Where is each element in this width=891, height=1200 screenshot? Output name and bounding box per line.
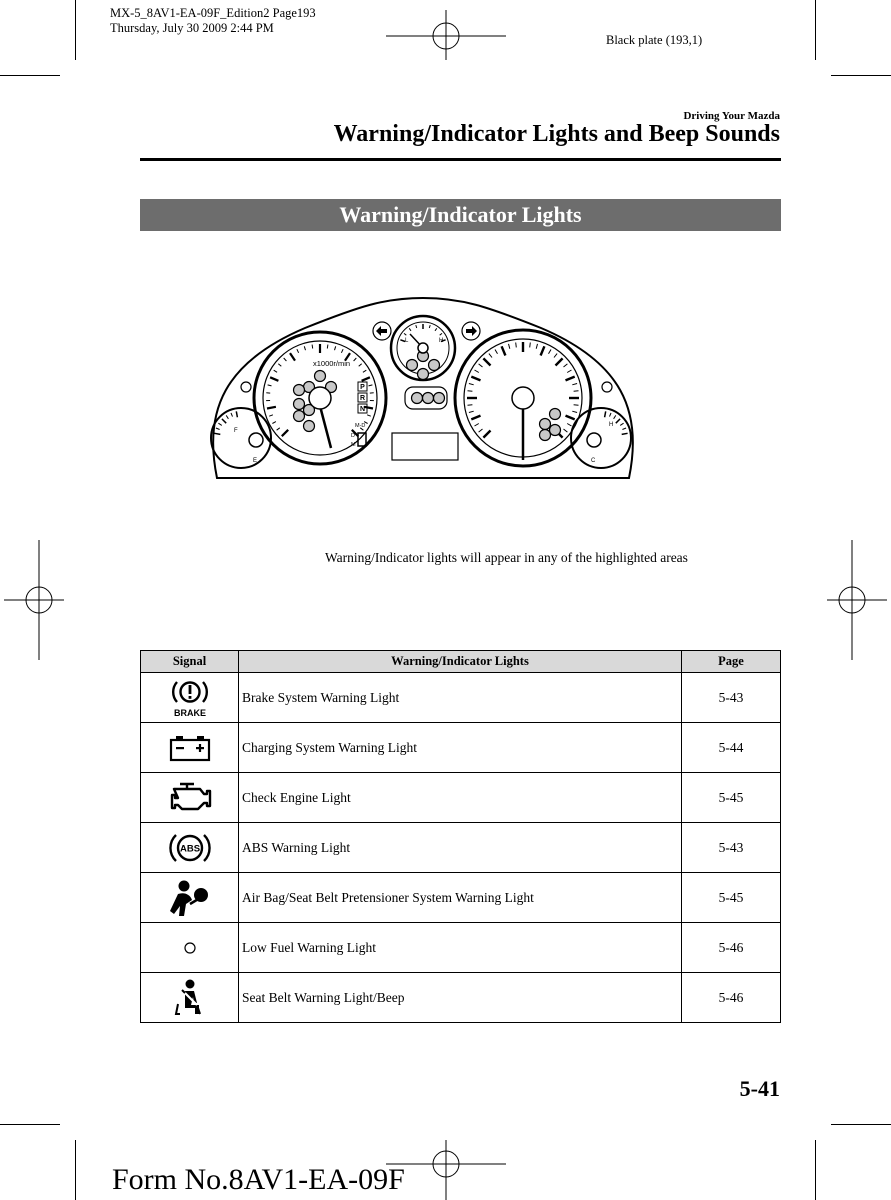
gauge-tick xyxy=(214,433,220,434)
gauge-tick xyxy=(489,354,492,358)
gauge-tick xyxy=(268,385,272,386)
light-name: Brake System Warning Light xyxy=(239,673,682,723)
table-row xyxy=(141,823,781,873)
gauge-tick xyxy=(327,345,328,349)
gauge-tick xyxy=(226,415,228,418)
gauge-tick xyxy=(572,411,577,412)
indicator-lamp xyxy=(423,393,434,404)
tach-hub xyxy=(309,387,331,409)
indicator-lamp xyxy=(550,409,561,420)
gauge-tick xyxy=(541,346,545,355)
gear-label: P xyxy=(360,384,365,392)
gauge-tick xyxy=(567,370,571,373)
fuel-hub xyxy=(249,433,263,447)
print-file-info: MX-5_8AV1-EA-09F_Edition2 Page193 xyxy=(110,6,316,20)
registration-mark-left xyxy=(4,540,64,660)
light-name: Charging System Warning Light xyxy=(239,723,682,773)
indicator-lamp xyxy=(315,371,326,382)
plate-label: Black plate (193,1) xyxy=(606,33,703,47)
gauge-tick xyxy=(616,419,620,423)
d-label: D xyxy=(351,433,355,439)
gauge-tick xyxy=(566,377,575,381)
indicator-lamp xyxy=(429,360,440,371)
gauge-tick xyxy=(479,429,483,432)
gauge-tick xyxy=(435,328,437,331)
gauge-tick xyxy=(416,325,417,328)
gauge-tick xyxy=(509,344,510,349)
signal-column-header: Signal xyxy=(141,651,239,673)
gauge-tick xyxy=(556,358,563,365)
abs-icon xyxy=(168,828,212,868)
airbag-icon xyxy=(168,878,212,918)
indicator-lamp xyxy=(294,411,305,422)
indicator-lamp xyxy=(304,421,315,432)
cluster-caption: Warning/Indicator lights will appear in any of the highlighted areas xyxy=(325,550,688,565)
indicator-lamp xyxy=(434,393,445,404)
gauge-tick xyxy=(274,370,277,372)
page-number: 5-41 xyxy=(739,1076,780,1101)
gauge-tick xyxy=(479,364,483,367)
fuel-empty-label: E xyxy=(253,458,258,464)
gauge-tick xyxy=(495,350,498,354)
page-ref: 5-46 xyxy=(682,973,781,1023)
warning-lights-table xyxy=(140,650,781,1023)
form-number: Form No.8AV1-EA-09F xyxy=(112,1163,405,1196)
left-arrow-icon xyxy=(376,326,387,336)
low-fuel-icon xyxy=(183,941,197,955)
gauge-tick xyxy=(362,377,370,381)
oil-low-label: L xyxy=(405,338,409,344)
gauge-tick xyxy=(236,411,237,417)
gauge-tick xyxy=(429,325,430,328)
gauge-tick xyxy=(269,415,273,416)
gauge-tick xyxy=(483,358,490,365)
table-row xyxy=(141,873,781,923)
gauge-tick xyxy=(564,364,568,367)
page-ref: 5-45 xyxy=(682,773,781,823)
gauge-tick xyxy=(369,385,373,386)
gauge-tick xyxy=(341,349,343,353)
indicator-lamp xyxy=(294,399,305,410)
page-ref: 5-45 xyxy=(682,873,781,923)
indicator-lamp xyxy=(418,369,429,380)
gauge-tick xyxy=(469,384,474,385)
gauge-tick xyxy=(614,415,616,418)
gauge-tick xyxy=(363,370,366,372)
engine-icon xyxy=(167,782,213,814)
brake-warning-icon xyxy=(168,677,212,719)
gauge-tick xyxy=(483,431,490,438)
instrument-cluster-diagram xyxy=(205,290,645,490)
gauge-tick xyxy=(277,428,280,430)
table-row xyxy=(141,673,781,723)
page-column-header: Page xyxy=(682,651,781,673)
registration-mark-right xyxy=(827,540,887,660)
gauge-tick xyxy=(566,416,575,420)
gauge-tick xyxy=(335,346,336,350)
gauge-tick xyxy=(440,333,442,335)
table-row xyxy=(141,723,781,773)
gauge-tick xyxy=(270,377,278,381)
page-ref: 5-46 xyxy=(682,923,781,973)
gauge-tick xyxy=(222,419,226,423)
gauge-tick xyxy=(471,377,480,381)
print-timestamp: Thursday, July 30 2009 2:44 PM xyxy=(110,21,274,35)
registration-mark-top xyxy=(386,10,506,60)
gauge-tick xyxy=(502,346,506,355)
gauge-tick xyxy=(468,391,473,392)
oil-high-label: H xyxy=(439,338,444,344)
gauge-tick xyxy=(312,345,313,349)
gauge-tick xyxy=(567,424,571,427)
indicator-lamp xyxy=(540,419,551,430)
indicator-lamp xyxy=(294,385,305,396)
table-header-row xyxy=(141,651,781,673)
gauge-tick xyxy=(290,353,295,361)
gauge-tick xyxy=(364,407,373,409)
page-ref: 5-43 xyxy=(682,673,781,723)
gauge-tick xyxy=(359,364,362,367)
battery-icon xyxy=(168,733,212,763)
print-metadata xyxy=(110,6,316,36)
temp-high-label: H xyxy=(609,422,614,428)
speedo-hub xyxy=(512,387,534,409)
m-label: M xyxy=(351,442,356,448)
gauge-tick xyxy=(297,349,299,353)
gauge-tick xyxy=(284,358,287,361)
gauge-tick xyxy=(218,423,221,425)
gauge-tick xyxy=(564,429,568,432)
gauge-tick xyxy=(549,350,552,354)
title-rule xyxy=(140,158,781,161)
gauge-tick xyxy=(574,405,579,406)
gauge-tick xyxy=(231,413,233,417)
odometer-display xyxy=(392,433,458,460)
gauge-tick xyxy=(404,333,406,335)
gauge-tick xyxy=(610,413,612,417)
gauge-tick xyxy=(272,422,276,424)
gauge-tick xyxy=(278,364,281,367)
gauge-tick xyxy=(468,405,473,406)
section-label: Driving Your Mazda xyxy=(683,110,780,122)
gauge-tick xyxy=(516,343,517,348)
fuel-full-label: F xyxy=(234,428,238,434)
gauge-tick xyxy=(554,354,557,358)
table-row xyxy=(141,923,781,973)
light-name: Check Engine Light xyxy=(239,773,682,823)
gauge-tick xyxy=(354,358,357,361)
brake-icon-text: BRAKE xyxy=(173,707,206,718)
page-title: Warning/Indicator Lights and Beep Sounds xyxy=(333,121,780,147)
page-ref: 5-43 xyxy=(682,823,781,873)
section-banner: Warning/Indicator Lights xyxy=(140,199,781,231)
gauge-tick xyxy=(475,370,479,373)
gauge-tick xyxy=(367,415,371,416)
seatbelt-icon xyxy=(170,978,210,1018)
gauge-tick xyxy=(304,346,305,350)
tach-unit-label: x1000r/min xyxy=(313,359,351,368)
gauge-tick xyxy=(622,428,626,430)
table-row xyxy=(141,973,781,1023)
light-name: Air Bag/Seat Belt Pretensioner System Warning Light xyxy=(239,873,682,923)
lights-column-header: Warning/Indicator Lights xyxy=(239,651,682,673)
right-arrow-icon xyxy=(466,326,477,336)
gauge-tick xyxy=(530,343,531,348)
indicator-lamp xyxy=(407,360,418,371)
gauge-tick xyxy=(475,424,479,427)
gauge-tick xyxy=(471,416,480,420)
gauge-tick xyxy=(536,344,537,349)
gauge-tick xyxy=(572,384,577,385)
gauge-tick xyxy=(605,411,606,417)
light-name: ABS Warning Light xyxy=(239,823,682,873)
gauge-tick xyxy=(409,328,411,331)
indicator-lamp xyxy=(540,430,551,441)
temp-hub xyxy=(587,433,601,447)
gauge-tick xyxy=(267,407,276,409)
page-ref: 5-44 xyxy=(682,723,781,773)
light-name: Seat Belt Warning Light/Beep xyxy=(239,973,682,1023)
gear-label: R xyxy=(359,395,366,403)
gauge-tick xyxy=(216,428,220,430)
mode-label: M-D xyxy=(355,423,366,429)
indicator-lamp xyxy=(412,393,423,404)
gear-label: N xyxy=(359,406,366,414)
abs-icon-text: ABS xyxy=(179,843,200,854)
light-name: Low Fuel Warning Light xyxy=(239,923,682,973)
table-row xyxy=(141,773,781,823)
gauge-tick xyxy=(620,423,623,425)
gauge-tick xyxy=(282,430,288,436)
gauge-tick xyxy=(574,391,579,392)
temp-cold-label: C xyxy=(591,458,596,464)
gauge-tick xyxy=(622,433,628,434)
tach-needle xyxy=(320,406,331,448)
gauge-tick xyxy=(469,411,474,412)
indicator-lamp xyxy=(550,425,561,436)
